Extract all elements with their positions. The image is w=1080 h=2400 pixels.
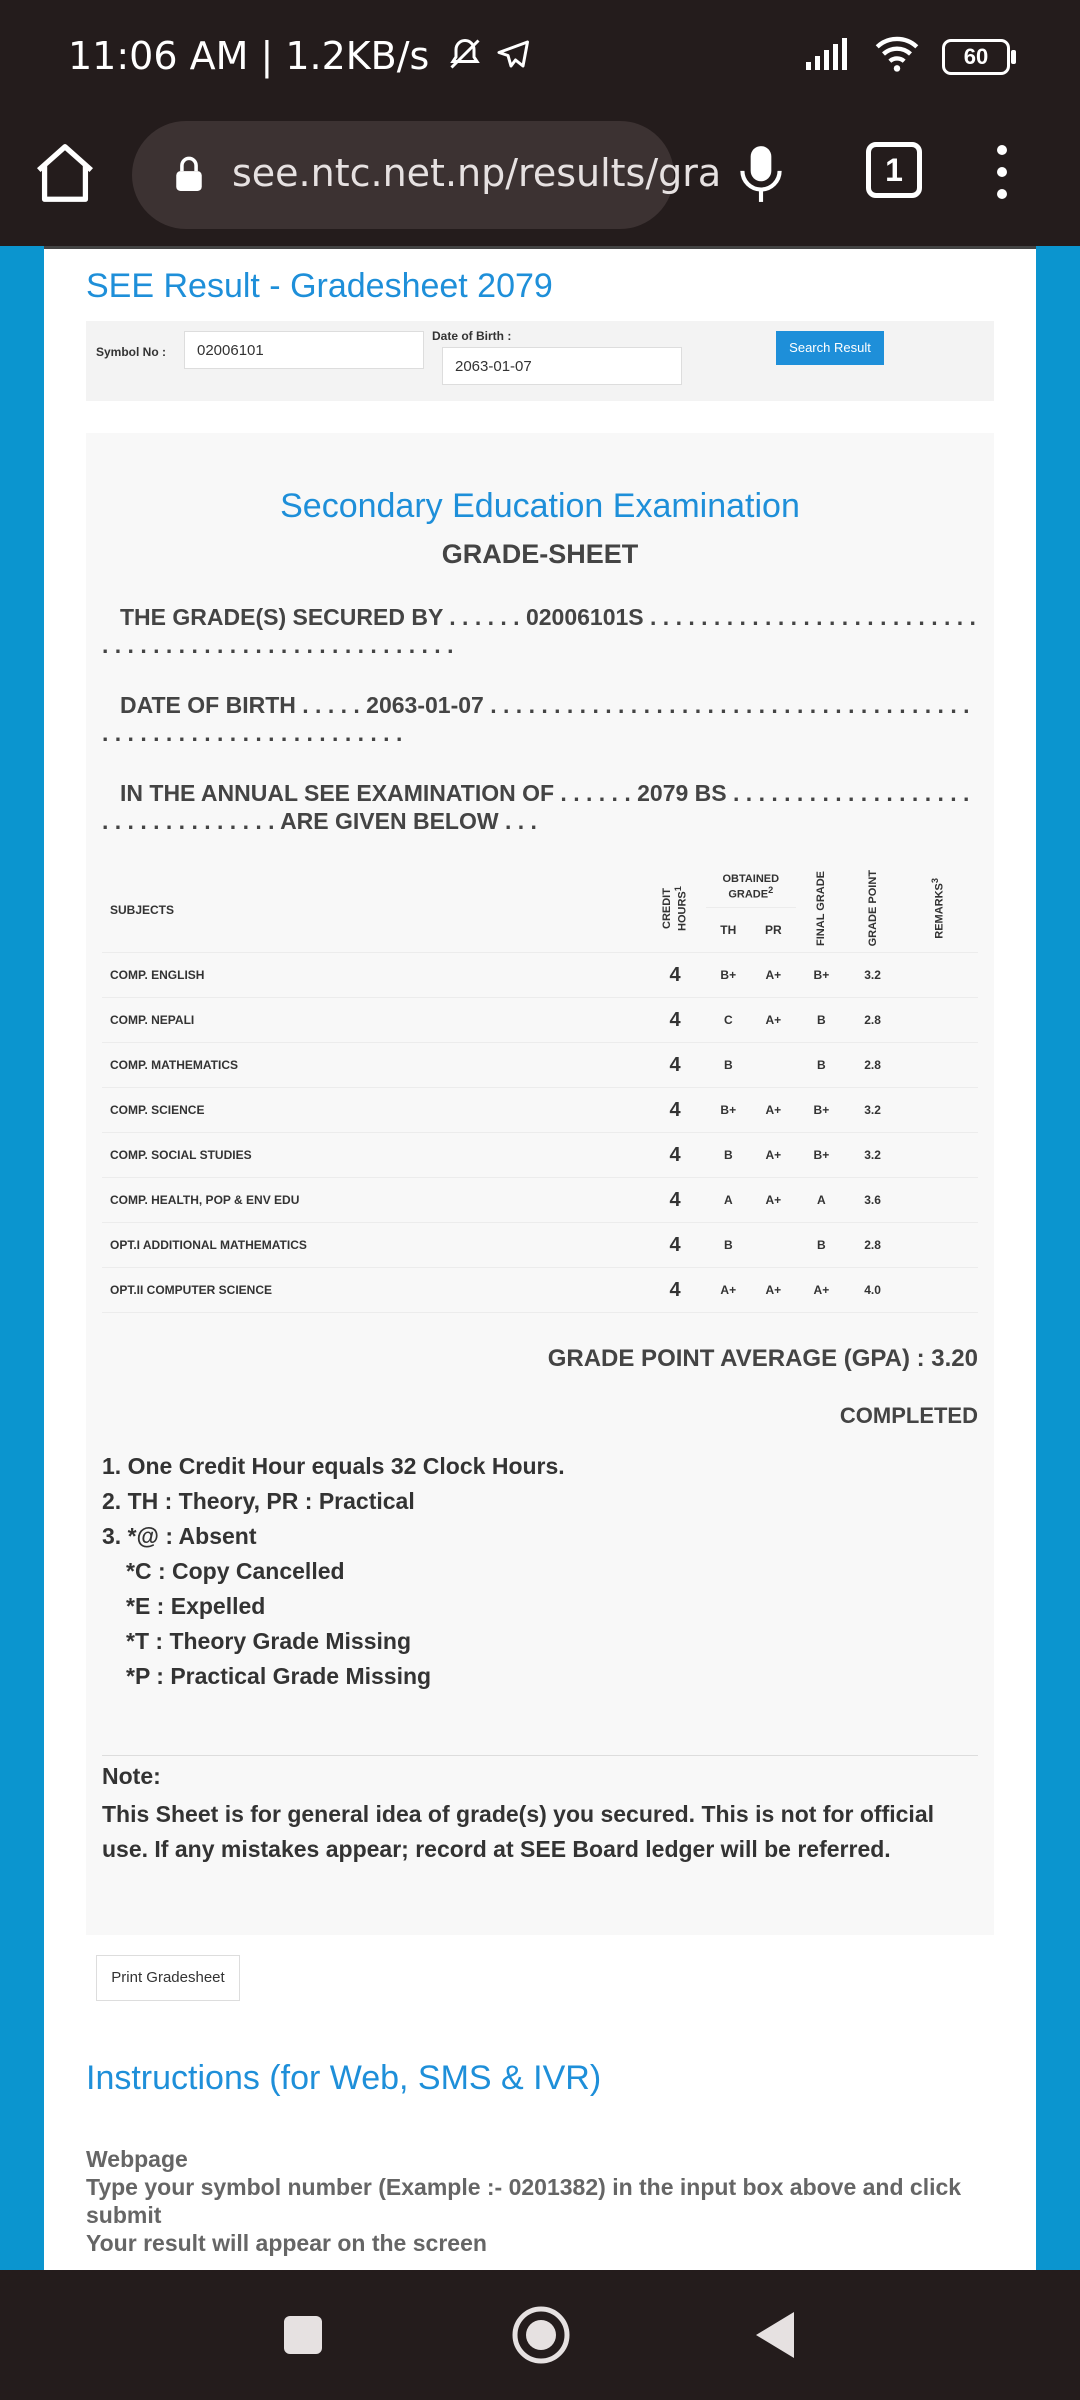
footnotes — [102, 1449, 565, 1694]
grade-point-cell: 2.8 — [847, 1223, 898, 1268]
status-bar — [0, 0, 1080, 118]
home-nav-button[interactable] — [512, 2306, 570, 2369]
header-subjects-text: SUBJECTS — [110, 902, 175, 917]
th-cell: C — [706, 998, 751, 1043]
header-obtained-grade — [706, 867, 796, 908]
table-row — [102, 953, 978, 998]
pr-cell — [751, 1043, 796, 1088]
battery-indicator: 60 — [942, 39, 1010, 75]
remarks-cell — [898, 1178, 978, 1223]
remarks-cell — [898, 1088, 978, 1133]
dob-label: Date of Birth : — [432, 329, 512, 343]
secured-by-line: THE GRADE(S) SECURED BY . . . . . . 02006101S . . . . . . . . . . . . . . . . . . . . . . . . . . . . . . . . . . . . . . . . . . . . . . . . . . . . . . — [102, 604, 976, 658]
grade-point-cell: 3.2 — [847, 1133, 898, 1178]
tab-switcher-button[interactable]: 1 — [866, 142, 922, 198]
note-text: This Sheet is for general idea of grade(s) you secured. This is not for official use. If any mistakes appear; record at SEE Board ledger will be referred. — [102, 1801, 934, 1862]
table-row — [102, 1268, 978, 1313]
home-icon — [30, 138, 100, 208]
microphone-icon — [736, 142, 786, 204]
recents-button[interactable] — [284, 2316, 322, 2359]
footnote-item: *C : Copy Cancelled — [126, 1558, 345, 1584]
final-grade-cell: B+ — [796, 1088, 847, 1133]
subject-cell: COMP. ENGLISH — [102, 953, 644, 998]
grade-point-cell: 4.0 — [847, 1268, 898, 1313]
footnote-item: 3. *@ : Absent — [102, 1523, 257, 1549]
th-cell: B — [706, 1223, 751, 1268]
grade-point-cell: 3.6 — [847, 1178, 898, 1223]
header-remarks-text — [930, 878, 946, 939]
table-row — [102, 1223, 978, 1268]
remarks-footnote-mark: 3 — [930, 877, 941, 883]
grade-point-cell: 2.8 — [847, 998, 898, 1043]
final-grade-cell: B+ — [796, 1133, 847, 1178]
header-final-grade — [796, 867, 847, 953]
subject-cell: COMP. SOCIAL STUDIES — [102, 1133, 644, 1178]
footnote-item: *T : Theory Grade Missing — [126, 1628, 411, 1654]
symbol-no-label: Symbol No : — [96, 345, 167, 359]
subject-cell: OPT.II COMPUTER SCIENCE — [102, 1268, 644, 1313]
voice-search-button[interactable] — [736, 142, 786, 209]
instructions-line: Type your symbol number (Example :- 0201382) in the input box above and click submit — [86, 2174, 962, 2228]
gpa-value: GRADE POINT AVERAGE (GPA) : 3.20 — [547, 1345, 978, 1372]
instructions-body — [86, 2145, 994, 2257]
final-grade-cell: A — [796, 1178, 847, 1223]
final-grade-cell: A+ — [796, 1268, 847, 1313]
pr-cell: A+ — [751, 1178, 796, 1223]
obtained-footnote-mark: 2 — [768, 885, 774, 896]
symbol-no-input[interactable]: 02006101 — [184, 331, 424, 369]
instructions-heading: Webpage — [86, 2146, 188, 2172]
footnote-item: 2. TH : Theory, PR : Practical — [102, 1488, 415, 1514]
final-grade-cell: B — [796, 1043, 847, 1088]
th-cell: B+ — [706, 1088, 751, 1133]
pr-cell: A+ — [751, 998, 796, 1043]
pr-cell: A+ — [751, 1268, 796, 1313]
address-bar[interactable] — [132, 121, 722, 229]
search-panel — [86, 321, 994, 401]
pr-cell: A+ — [751, 1133, 796, 1178]
footnote-item: *P : Practical Grade Missing — [126, 1663, 432, 1689]
credit-cell: 4 — [644, 953, 705, 998]
page-title: SEE Result - Gradesheet 2079 — [86, 267, 553, 305]
overflow-menu-button[interactable] — [990, 142, 1014, 207]
back-button[interactable] — [756, 2312, 794, 2363]
subject-cell: OPT.I ADDITIONAL MATHEMATICS — [102, 1223, 644, 1268]
final-grade-cell: B — [796, 998, 847, 1043]
header-obtained-grade-text: OBTAINED GRADE — [722, 873, 780, 901]
table-row — [102, 1178, 978, 1223]
credit-cell: 4 — [644, 1178, 705, 1223]
th-cell: B — [706, 1043, 751, 1088]
header-credit-hours — [644, 867, 705, 953]
note-title: Note: — [102, 1763, 161, 1789]
remarks-cell — [898, 953, 978, 998]
browser-toolbar — [0, 118, 1080, 246]
header-pr: PR — [751, 908, 796, 953]
subject-cell: COMP. NEPALI — [102, 998, 644, 1043]
home-button[interactable] — [30, 138, 100, 208]
grade-point-cell: 3.2 — [847, 953, 898, 998]
grade-point-cell: 3.2 — [847, 1088, 898, 1133]
table-row — [102, 1133, 978, 1178]
header-credit-hours-text — [661, 866, 689, 951]
pr-cell — [751, 1223, 796, 1268]
navigation-bar — [0, 2270, 1080, 2400]
pr-cell: A+ — [751, 953, 796, 998]
recents-icon — [284, 2316, 322, 2354]
dob-line: DATE OF BIRTH . . . . . 2063-01-07 . . . . . . . . . . . . . . . . . . . . . . . . . . . . . . . . . . . . . . . . . . . . . . . . . . . . . . . . . . . . . . — [102, 692, 970, 746]
status-icons — [806, 36, 1010, 77]
remarks-cell — [898, 998, 978, 1043]
subject-cell: COMP. MATHEMATICS — [102, 1043, 644, 1088]
search-result-button[interactable]: Search Result — [776, 331, 884, 365]
subject-cell: COMP. HEALTH, POP & ENV EDU — [102, 1178, 644, 1223]
remarks-cell — [898, 1133, 978, 1178]
dob-input[interactable]: 2063-01-07 — [442, 347, 682, 385]
print-gradesheet-button[interactable]: Print Gradesheet — [96, 1955, 240, 2001]
credit-cell: 4 — [644, 998, 705, 1043]
footnote-item: *E : Expelled — [126, 1593, 266, 1619]
status-time — [68, 34, 532, 81]
instructions-title: Instructions (for Web, SMS & IVR) — [86, 2059, 602, 2097]
telegram-icon — [496, 36, 532, 81]
grade-point-cell: 2.8 — [847, 1043, 898, 1088]
th-cell: A+ — [706, 1268, 751, 1313]
lock-icon — [172, 155, 206, 198]
th-cell: B — [706, 1133, 751, 1178]
th-cell: A — [706, 1178, 751, 1223]
remarks-cell — [898, 1268, 978, 1313]
header-final-grade-text: FINAL GRADE — [815, 870, 828, 946]
grade-table — [102, 867, 978, 1313]
pr-cell: A+ — [751, 1088, 796, 1133]
home-circle-icon — [512, 2306, 570, 2364]
subject-cell: COMP. SCIENCE — [102, 1088, 644, 1133]
credit-cell: 4 — [644, 1223, 705, 1268]
back-triangle-icon — [756, 2312, 794, 2358]
remarks-cell — [898, 1223, 978, 1268]
status-time-text: 11:06 AM | 1.2KB/s — [68, 34, 430, 78]
remarks-cell — [898, 1043, 978, 1088]
instructions-line: Your result will appear on the screen — [86, 2230, 487, 2256]
mute-bell-icon — [447, 36, 483, 81]
final-grade-cell: B+ — [796, 953, 847, 998]
footnote-item: 1. One Credit Hour equals 32 Clock Hours. — [102, 1453, 565, 1479]
credit-cell: 4 — [644, 1268, 705, 1313]
header-th: TH — [706, 908, 751, 953]
table-header-row — [102, 867, 978, 908]
divider — [102, 1755, 978, 1756]
table-row — [102, 998, 978, 1043]
grade-sheet-title: GRADE-SHEET — [441, 539, 639, 569]
credit-cell: 4 — [644, 1088, 705, 1133]
exam-heading: Secondary Education Examination — [280, 487, 800, 525]
more-vertical-icon — [990, 142, 1014, 202]
header-subjects — [102, 867, 644, 953]
credit-cell: 4 — [644, 1043, 705, 1088]
page-content — [44, 246, 1036, 2273]
th-cell: B+ — [706, 953, 751, 998]
header-credit-hours-label: CREDIT HOURS — [661, 887, 689, 931]
header-remarks-label: REMARKS — [933, 882, 946, 939]
grade-sheet — [86, 433, 994, 1935]
wifi-icon — [874, 36, 920, 77]
signal-icon — [806, 38, 852, 75]
table-row — [102, 1043, 978, 1088]
header-grade-point-text: GRADE POINT — [866, 869, 879, 947]
url-text: see.ntc.net.np/results/gra — [232, 151, 722, 195]
result-status: COMPLETED — [839, 1403, 978, 1428]
exam-line: IN THE ANNUAL SEE EXAMINATION OF . . . . . . 2079 BS . . . . . . . . . . . . . . . . . . . . . . . . . . . . . . . . . ARE GIVEN BELOW . . . — [102, 780, 970, 834]
header-grade-point — [847, 867, 898, 953]
table-row — [102, 1088, 978, 1133]
final-grade-cell: B — [796, 1223, 847, 1268]
credit-cell: 4 — [644, 1133, 705, 1178]
header-remarks — [898, 867, 978, 953]
credit-footnote-mark: 1 — [673, 885, 684, 891]
